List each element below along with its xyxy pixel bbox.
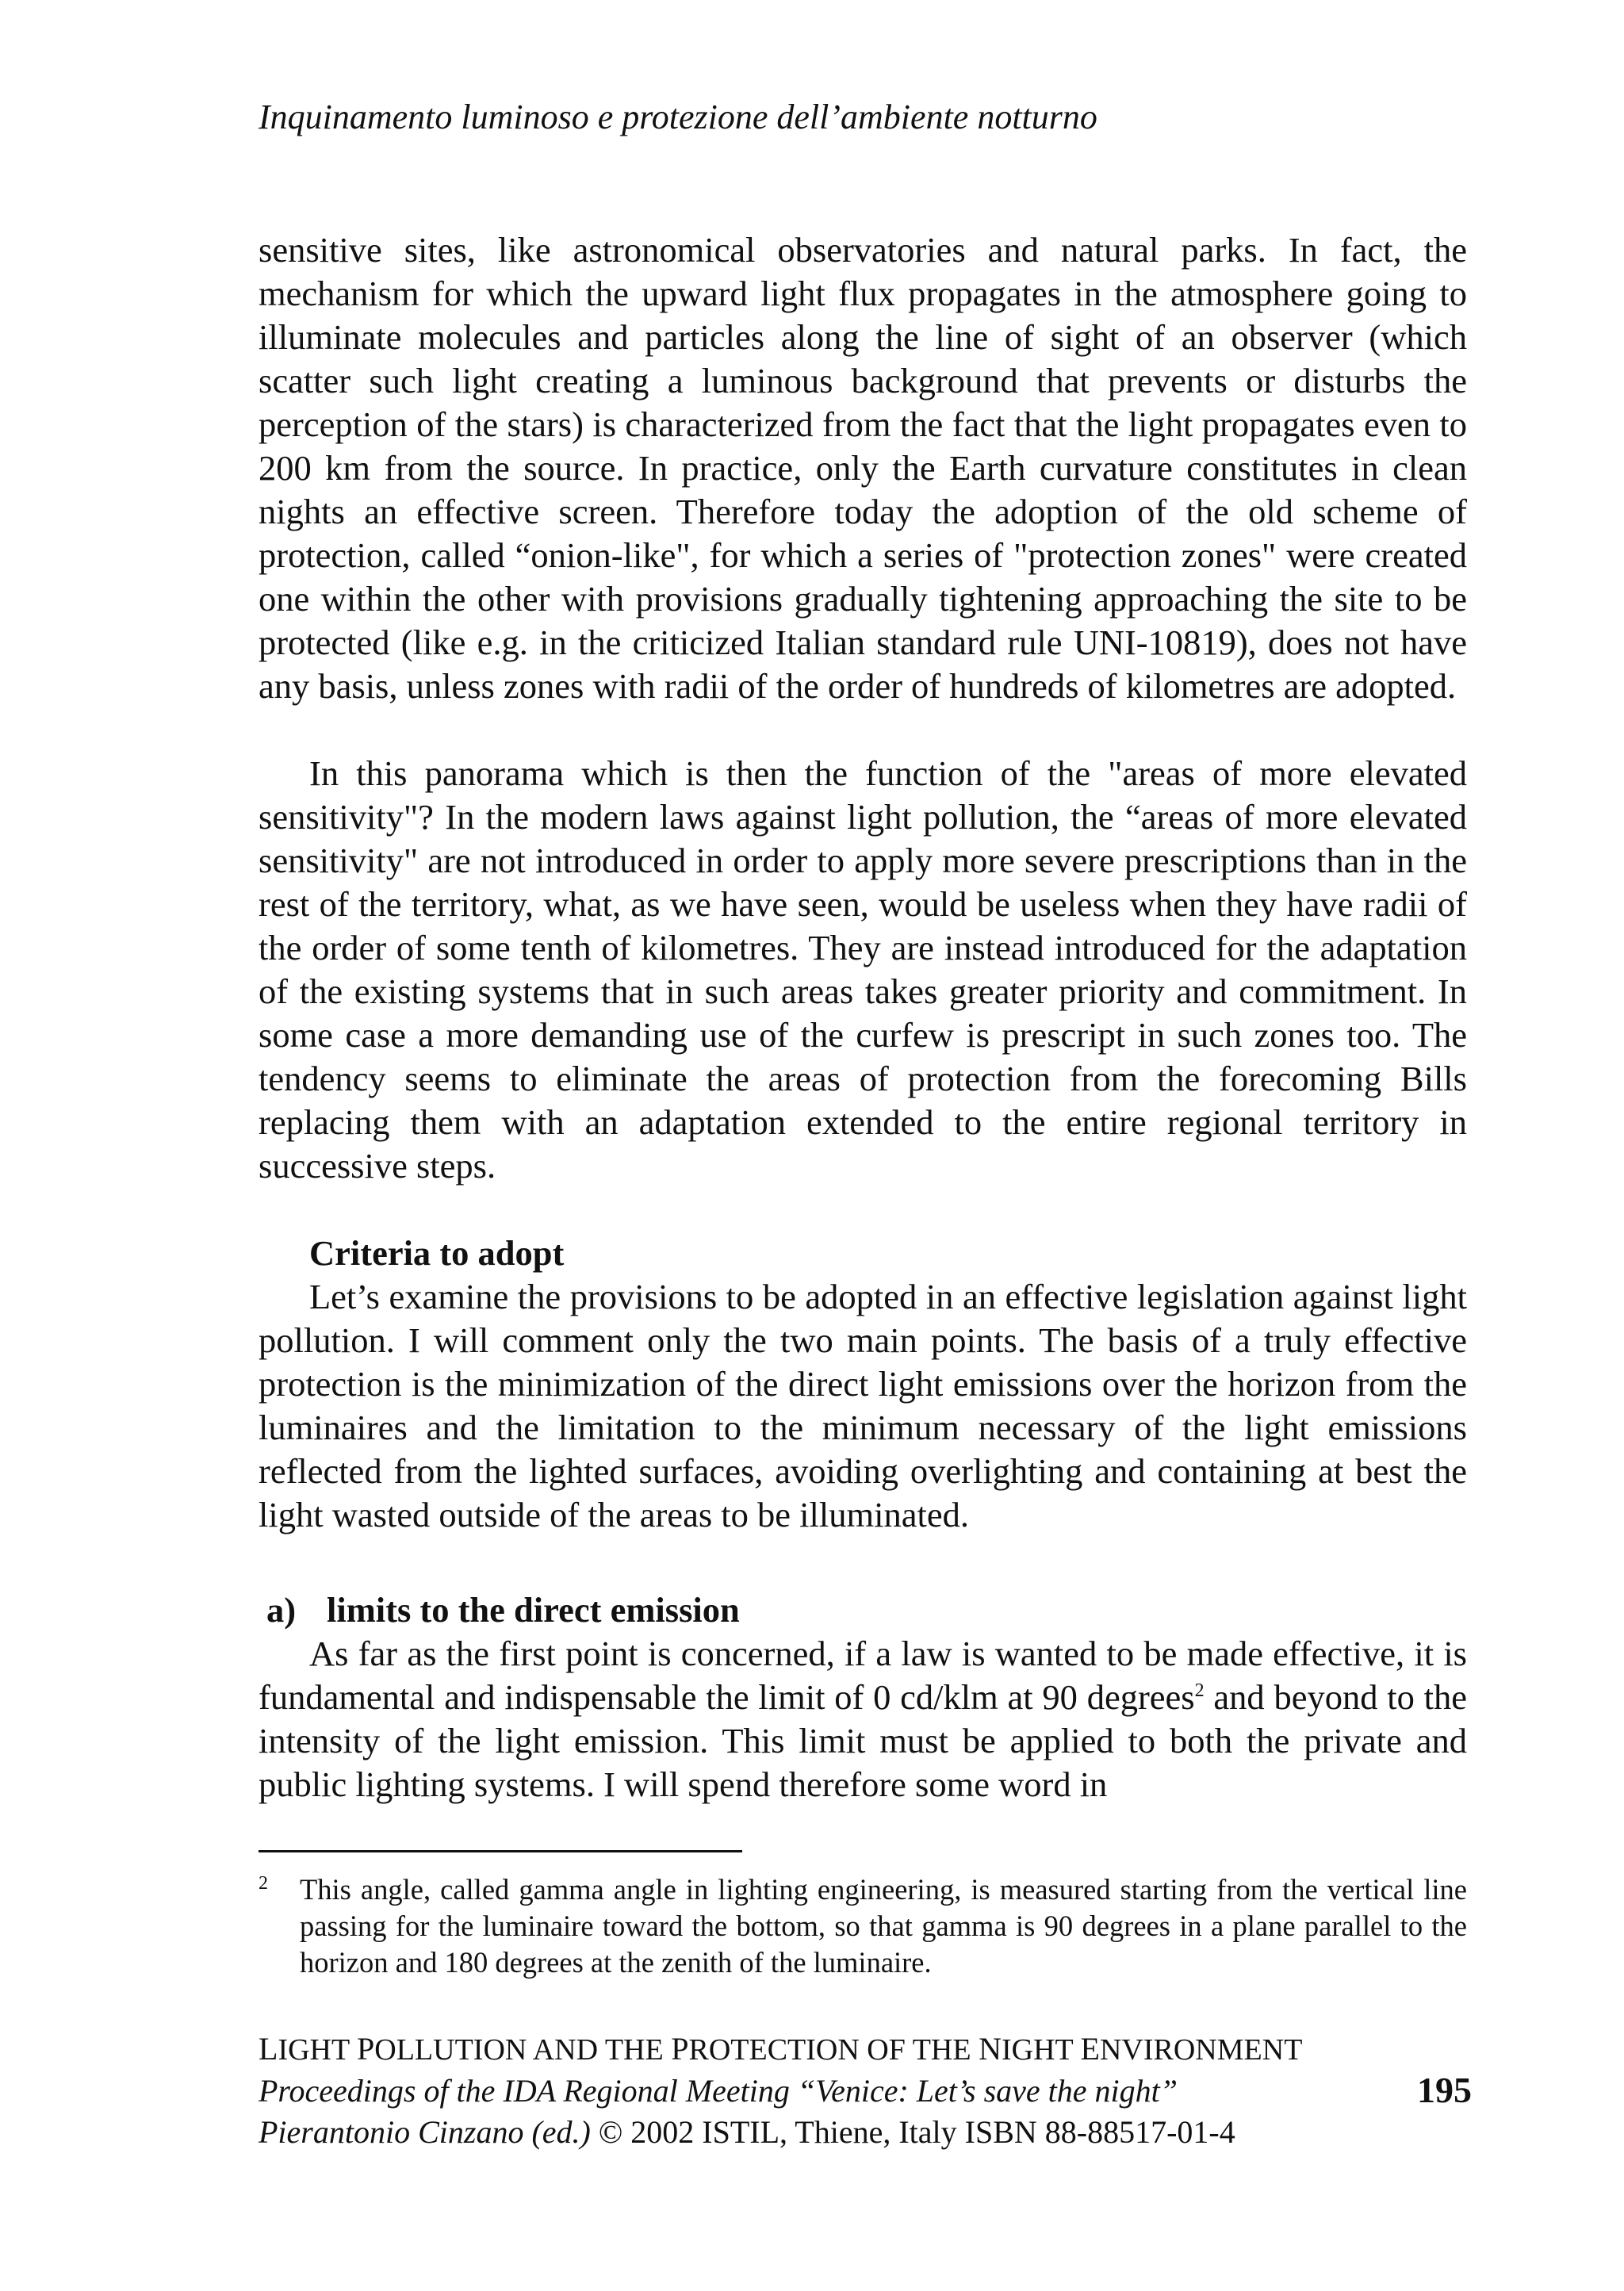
page-number: 195 (1417, 2070, 1472, 2110)
paragraph-text: In this panorama which is then the function of the "areas of more elevated sensitivity"? In the modern laws against light pollution, the “areas of more elevated sensitivity" are not introduced in order to apply more severe prescriptions than in the rest of the territory, what, as we have seen, would be useless when they have radii of the order of some tenth of kilometres. They are instead introduced for the adaptation of the existing systems that in such areas takes greater priority and commitment. In some case a more demanding use of the curfew is prescript in such zones too. The tendency seems to eliminate the areas of protection from the forecoming Bills replacing them with an adaptation extended to the entire regional territory in successive steps. (259, 753, 1467, 1186)
body-paragraph-2 (259, 752, 1467, 1188)
footnote-divider (259, 1850, 742, 1852)
paragraph-text-part: As far as the first point is concerned, if a law is wanted to be made effective, it is fundamental and indispensable the limit of 0 cd/klm at 90 degrees (259, 1634, 1467, 1717)
paragraph-text-part: and beyond to the intensity of the light emission. This limit must be applied to both the private and public lighting systems. I will spend therefore some word in (259, 1677, 1468, 1804)
paragraph-text (259, 1632, 1467, 1806)
footer-editor: Pierantonio Cinzano (ed.) (259, 2114, 591, 2150)
body-paragraph-1 (259, 228, 1467, 708)
body-paragraph-4 (259, 1632, 1467, 1806)
footer-isbn: © 2002 ISTIL, Thiene, Italy ISBN 88-88517-01-4 (590, 2114, 1235, 2150)
footer-book-title: LIGHT POLLUTION AND THE PROTECTION OF THE NIGHT ENVIRONMENT (259, 2031, 1303, 2067)
paragraph-text: Let’s examine the provisions to be adopted in an effective legislation against light pollution. I will comment only the two main points. The basis of a truly effective protection is the minimization of the direct light emissions over the horizon from the luminaires and the limitation to the minimum necessary of the light emissions reflected from the lighted surfaces, avoiding overlighting and containing at best the light wasted outside of the areas to be illuminated. (259, 1277, 1467, 1534)
footnote-text: This angle, called gamma angle in lighting engineering, is measured starting from the vertical line passing for the luminaire toward the bottom, so that gamma is 90 degrees in a plane parallel to the horizon and 180 degrees at the zenith of the luminaire. (300, 1873, 1467, 1979)
running-head: Inquinamento luminoso e protezione dell’ambiente notturno (259, 98, 1097, 136)
section-heading-criteria: Criteria to adopt (309, 1233, 565, 1273)
page-footer (259, 2029, 1472, 2153)
body-paragraph-3 (259, 1275, 1467, 1537)
footer-proceedings: Proceedings of the IDA Regional Meeting “Venice: Let’s save the night” (259, 2073, 1178, 2109)
footnote (259, 1871, 1467, 1981)
footnote-mark: 2 (259, 1873, 268, 1894)
paragraph-text: sensitive sites, like astronomical observatories and natural parks. In fact, the mechanism for which the upward light flux propagates in the atmosphere going to illuminate molecules and particles along the line of sight of an observer (which scatter such light creating a luminous background that prevents or disturbs the perception of the stars) is characterized from the fact that the light propagates even to 200 km from the source. In practice, only the Earth curvature constitutes in clean nights an effective screen. Therefore today the adoption of the old scheme of protection, called “onion-like", for which a series of "protection zones" were created one within the other with provisions gradually tightening approaching the site to be protected (like e.g. in the criticized Italian standard rule UNI-10819), does not have any basis, unless zones with radii of the order of hundreds of kilometres are adopted. (259, 230, 1467, 706)
heading-text: limits to the direct emission (327, 1590, 740, 1630)
section-heading-limits (266, 1588, 740, 1632)
footer-editor-isbn (259, 2112, 1472, 2153)
footnote-reference: 2 (1194, 1680, 1205, 1701)
heading-label: a) (266, 1590, 297, 1630)
